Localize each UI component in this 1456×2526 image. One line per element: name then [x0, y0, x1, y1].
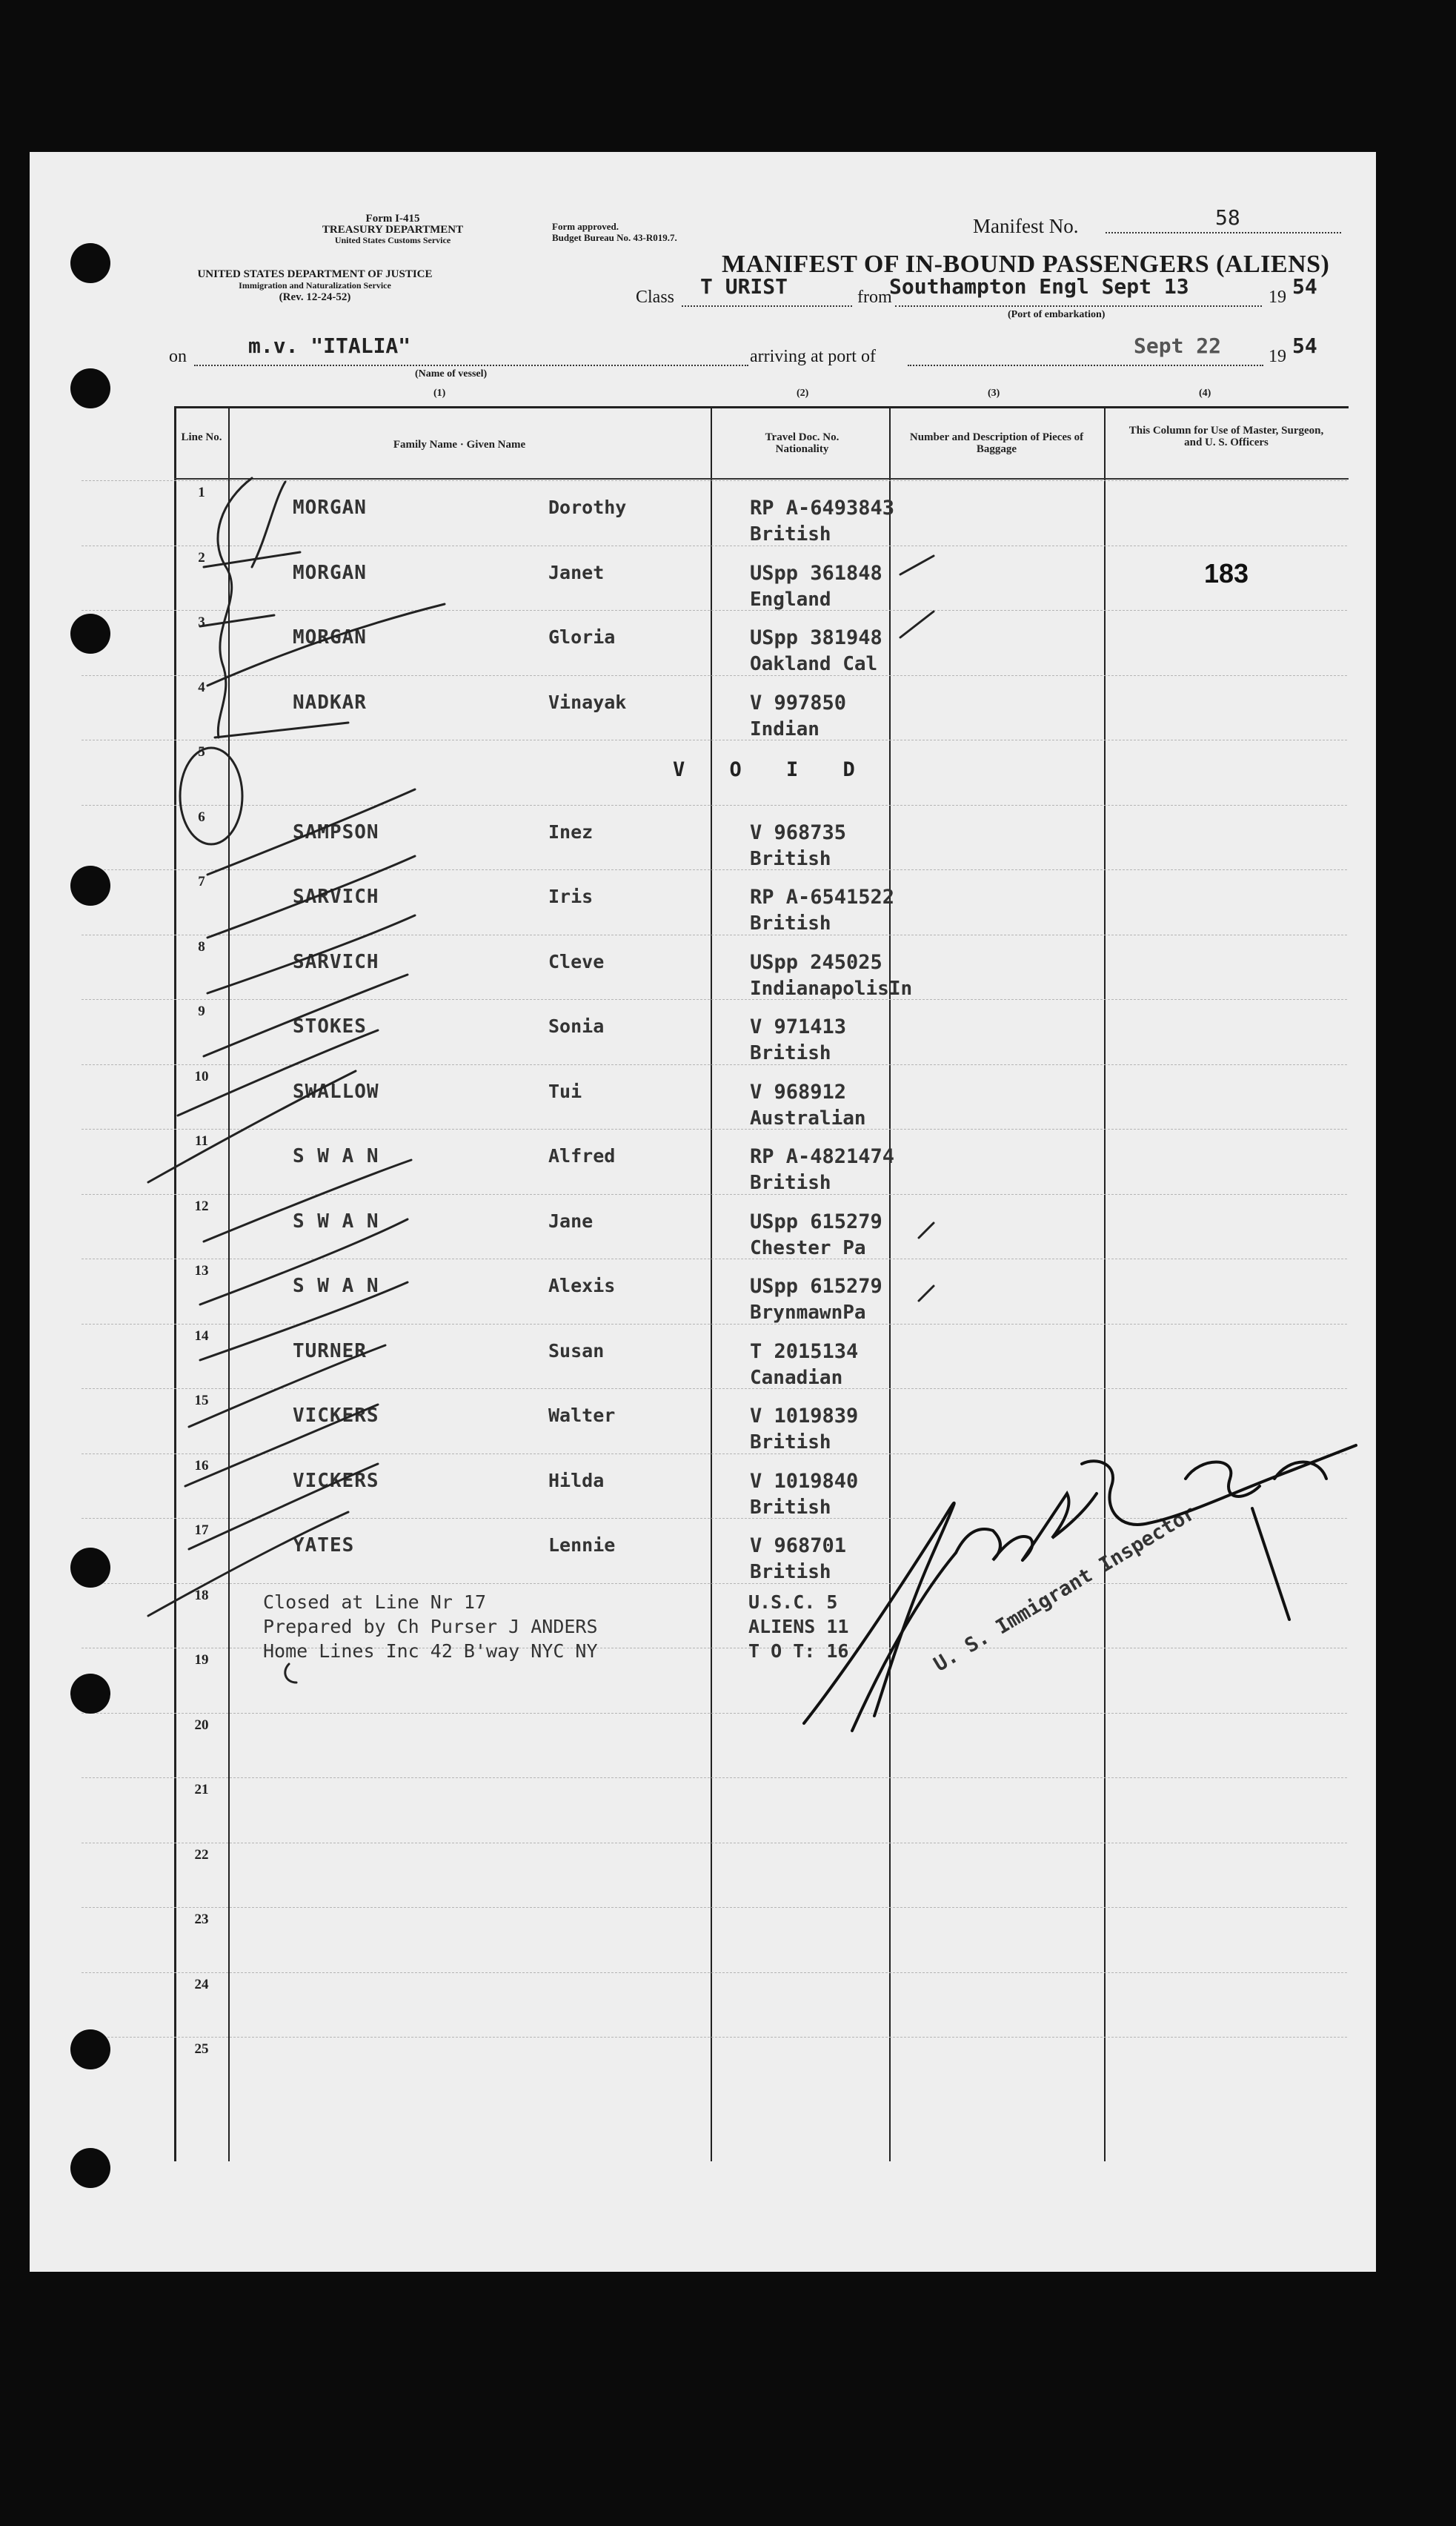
year-label-1: 19: [1269, 288, 1286, 307]
handwritten-marks: [30, 152, 1376, 2272]
circle-mark: [180, 748, 242, 844]
customs-service: United States Customs Service: [334, 235, 451, 245]
family-name: VICKERS: [293, 1470, 379, 1492]
line-number: 16: [194, 1458, 209, 1474]
total-count: T O T: 16: [748, 1640, 849, 1662]
check-mark: [919, 1286, 934, 1301]
on-label: on: [169, 347, 187, 366]
family-name: SAMPSON: [293, 821, 379, 843]
binder-hole: [70, 866, 110, 906]
justice-dept: UNITED STATES DEPARTMENT OF JUSTICE: [197, 268, 433, 280]
check-mark: [200, 615, 274, 626]
nationality: Australian: [750, 1107, 866, 1130]
check-mark: [207, 789, 415, 875]
nationality: Indian: [750, 718, 820, 740]
nationality: British: [750, 1496, 831, 1519]
travel-doc-no: RP A-6493843: [750, 497, 895, 520]
given-name: Susan: [548, 1340, 605, 1362]
inspector-stamp: U. S. Immigrant Inspector: [930, 1501, 1200, 1677]
line-number: 21: [194, 1782, 209, 1797]
travel-doc-no: V 968735: [750, 821, 847, 844]
line-number: 9: [198, 1004, 205, 1019]
signature: [804, 1445, 1356, 1731]
binder-hole: [70, 614, 110, 654]
family-name: VICKERS: [293, 1405, 379, 1427]
form-revision: (Rev. 12-24-52): [279, 291, 351, 303]
usc-count: U.S.C. 5: [748, 1591, 838, 1613]
line-number: 11: [195, 1133, 208, 1149]
nationality: British: [750, 1561, 831, 1583]
line-number: 14: [194, 1328, 209, 1344]
line-number: 13: [194, 1263, 209, 1279]
binder-hole: [70, 2029, 110, 2069]
closed-at-line: Closed at Line Nr 17: [263, 1591, 487, 1613]
nationality: British: [750, 848, 831, 870]
bracket-mark: [218, 478, 252, 737]
line-number: 5: [198, 744, 205, 760]
officer-count: 183: [1204, 558, 1249, 589]
given-name: Alfred: [548, 1145, 616, 1167]
travel-doc-no: V 968912: [750, 1081, 847, 1104]
check-mark: [207, 604, 445, 686]
aliens-count: ALIENS 11: [748, 1616, 849, 1637]
manifest-title: MANIFEST OF IN-BOUND PASSENGERS (ALIENS): [722, 251, 1330, 278]
line-number: 10: [194, 1069, 209, 1084]
col-number-3: (3): [988, 388, 1000, 399]
from-value: Southampton Engl Sept 13: [889, 274, 1189, 299]
header-baggage: Number and Description of Pieces of Baggage: [909, 431, 1084, 455]
check-mark: [900, 611, 934, 637]
line-number: 7: [198, 874, 205, 889]
family-name: SWALLOW: [293, 1081, 379, 1103]
given-name: Vinayak: [548, 692, 627, 713]
travel-doc-no: V 968701: [750, 1534, 847, 1557]
header-officers: This Column for Use of Master, Surgeon, and U. S. Officers: [1128, 425, 1324, 448]
given-name: Alexis: [548, 1275, 616, 1296]
home-lines: Home Lines Inc 42 B'way NYC NY: [263, 1640, 598, 1662]
check-mark: [178, 1030, 378, 1116]
check-mark: [215, 723, 348, 737]
travel-doc-no: T 2015134: [750, 1340, 859, 1363]
nationality: Oakland Cal: [750, 653, 878, 675]
check-mark: [204, 1160, 411, 1242]
check-mark: [148, 1512, 348, 1616]
line-number: 20: [194, 1717, 209, 1733]
family-name: MORGAN: [293, 562, 367, 584]
travel-doc-no: RP A-4821474: [750, 1145, 895, 1168]
prepared-by: Prepared by Ch Purser J ANDERS: [263, 1616, 598, 1637]
family-name: MORGAN: [293, 626, 367, 649]
budget-bureau: Budget Bureau No. 43-R019.7.: [552, 232, 677, 243]
family-name: STOKES: [293, 1015, 367, 1038]
nationality: British: [750, 1431, 831, 1453]
line-number: 15: [194, 1393, 209, 1408]
family-name: S W A N: [293, 1145, 379, 1167]
travel-doc-no: USpp 615279: [750, 1275, 882, 1298]
form-number: Form I-415: [365, 213, 420, 225]
line-number: 22: [194, 1847, 209, 1863]
check-mark: [200, 1219, 408, 1305]
given-name: Janet: [548, 562, 605, 583]
header-line-no: Line No.: [181, 431, 222, 443]
year-label-2: 19: [1269, 347, 1286, 366]
col-number-1: (1): [433, 388, 446, 399]
port-embark-label: (Port of embarkation): [1008, 309, 1106, 320]
col-number-4: (4): [1199, 388, 1211, 399]
family-name: TURNER: [293, 1340, 367, 1362]
given-name: Cleve: [548, 951, 605, 972]
line-number: 19: [194, 1652, 209, 1668]
travel-doc-no: V 1019840: [750, 1470, 859, 1493]
binder-hole: [70, 1674, 110, 1714]
given-name: Dorothy: [548, 497, 627, 518]
treasury-dept: TREASURY DEPARTMENT: [322, 224, 464, 236]
given-name: Jane: [548, 1210, 594, 1232]
given-name: Gloria: [548, 626, 616, 648]
nationality: Chester Pa: [750, 1237, 866, 1259]
binder-hole: [70, 2148, 110, 2188]
given-name: Walter: [548, 1405, 616, 1426]
travel-doc-no: V 971413: [750, 1015, 847, 1038]
class-value: T URIST: [700, 274, 788, 299]
nationality: BrynmawnPa: [750, 1302, 866, 1324]
check-mark: [207, 856, 415, 938]
nationality: IndianapolisIn: [750, 978, 913, 1000]
nationality: British: [750, 912, 831, 935]
paren-mark: [285, 1664, 296, 1683]
given-name: Hilda: [548, 1470, 605, 1491]
given-name: Tui: [548, 1081, 582, 1102]
family-name: MORGAN: [293, 497, 367, 519]
arriving-label: arriving at port of: [750, 347, 876, 366]
family-name: SARVICH: [293, 951, 379, 973]
travel-doc-no: RP A-6541522: [750, 886, 895, 909]
travel-doc-no: USpp 615279: [750, 1210, 882, 1233]
binder-hole: [70, 1548, 110, 1588]
given-name: Sonia: [548, 1015, 605, 1037]
line-number: 6: [198, 809, 205, 825]
travel-doc-no: V 1019839: [750, 1405, 859, 1428]
family-name: SARVICH: [293, 886, 379, 908]
vessel-value: m.v. "ITALIA": [248, 334, 411, 358]
col-number-2: (2): [797, 388, 809, 399]
given-name: Lennie: [548, 1534, 616, 1556]
family-name: S W A N: [293, 1275, 379, 1297]
given-name: Inez: [548, 821, 594, 843]
line-number: 18: [194, 1588, 209, 1603]
year-value-1: 54: [1292, 274, 1317, 299]
nationality: England: [750, 589, 831, 611]
family-name: YATES: [293, 1534, 355, 1557]
void-entry: V O I D: [673, 758, 857, 781]
ins-service: Immigration and Naturalization Service: [239, 280, 391, 291]
nationality: British: [750, 523, 831, 546]
binder-hole: [70, 243, 110, 283]
line-number: 2: [198, 550, 205, 566]
vessel-label: (Name of vessel): [415, 368, 488, 379]
header-name: Family Name · Given Name: [393, 439, 526, 451]
family-name: NADKAR: [293, 692, 367, 714]
line-number: 3: [198, 614, 205, 630]
travel-doc-no: USpp 361848: [750, 562, 882, 585]
line-number: 12: [194, 1199, 209, 1214]
travel-doc-no: USpp 245025: [750, 951, 882, 974]
family-name: S W A N: [293, 1210, 379, 1233]
class-label: Class: [636, 288, 675, 307]
nationality: British: [750, 1172, 831, 1194]
form-approved: Form approved.: [552, 221, 619, 232]
line-number: 1: [198, 485, 205, 500]
header-travel-doc: Travel Doc. No. Nationality: [765, 431, 840, 455]
manifest-sheet: [30, 152, 1376, 2272]
line-number: 4: [198, 680, 205, 695]
travel-doc-no: USpp 381948: [750, 626, 882, 649]
travel-doc-no: V 997850: [750, 692, 847, 715]
check-mark: [900, 556, 934, 574]
manifest-no-value: 58: [1215, 205, 1240, 230]
nationality: British: [750, 1042, 831, 1064]
check-mark: [148, 1071, 356, 1182]
given-name: Iris: [548, 886, 594, 907]
line-number: 17: [194, 1522, 209, 1538]
manifest-no-label: Manifest No.: [973, 215, 1079, 237]
check-mark: [204, 975, 408, 1056]
check-mark: [919, 1223, 934, 1238]
arrival-date: Sept 22: [1134, 334, 1222, 358]
line-number: 24: [194, 1977, 209, 1992]
year-value-2: 54: [1292, 334, 1317, 358]
from-label: from: [857, 288, 892, 307]
nationality: Canadian: [750, 1367, 843, 1389]
line-number: 23: [194, 1912, 209, 1927]
check-mark: [189, 1464, 378, 1549]
binder-hole: [70, 368, 110, 408]
line-number: 8: [198, 939, 205, 955]
line-number: 25: [194, 2041, 209, 2057]
